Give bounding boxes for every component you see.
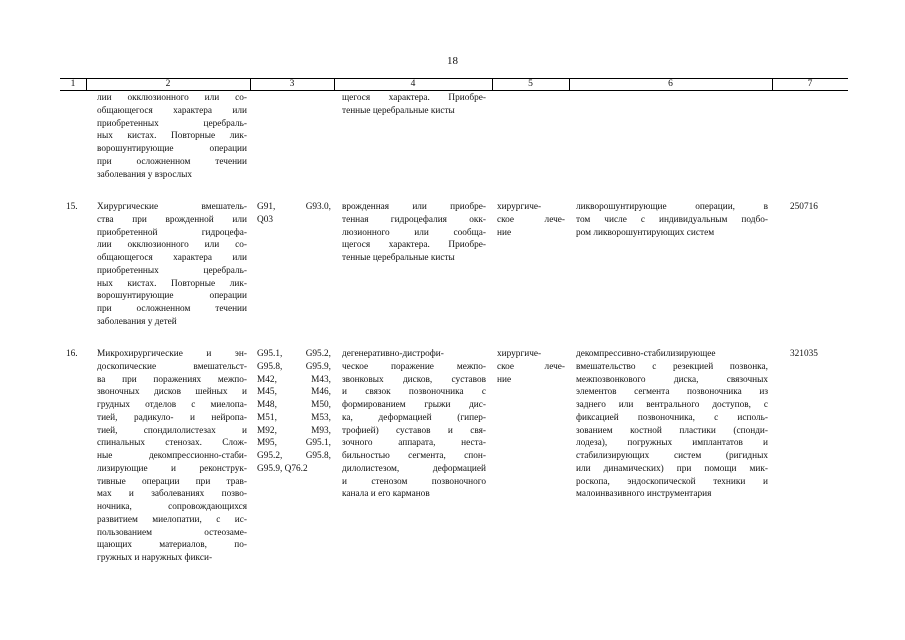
- code-line: [257, 399, 331, 412]
- diagnosis-code: M42,: [257, 374, 277, 385]
- text-line: дилолистезом, деформацией: [342, 463, 486, 474]
- code-line: [257, 348, 331, 361]
- diagnosis-code: G91,: [257, 202, 276, 212]
- text-line: приобретенных церебраль-: [97, 265, 247, 276]
- row-16-treatment: [497, 348, 565, 386]
- diagnosis-code: M45,: [257, 387, 277, 398]
- text-line: том числе с индивидуальным подбо-: [576, 214, 768, 225]
- text-line: тией, радикуло- и нейропа-: [97, 412, 247, 423]
- text-line: лии окклюзионного или со-: [97, 93, 247, 103]
- row-15-number: 15.: [66, 202, 78, 212]
- text-line: развитием миелопатии, с ис-: [97, 514, 247, 525]
- text-line: щающих материалов, по-: [97, 540, 247, 551]
- text-line: гружных и наружных фикси-: [97, 553, 213, 563]
- text-line: при осложненном течении: [97, 156, 247, 167]
- text-line: ние: [497, 374, 512, 385]
- code-line: [257, 450, 331, 463]
- code-line: [257, 463, 331, 476]
- text-line: общающегося характера или: [97, 253, 247, 263]
- row-16-number: 16.: [66, 349, 78, 359]
- diagnosis-code: G95.2,: [257, 451, 283, 461]
- text-line: щегося характера. Приобре-: [342, 93, 486, 103]
- diagnosis-code: M46,: [311, 387, 331, 398]
- text-line: звонковых дисков, суставов: [342, 374, 486, 385]
- diagnosis-code: G95.2,: [305, 349, 331, 359]
- continued-row-model: [342, 92, 486, 118]
- text-line: тенные церебральные кисты: [342, 253, 455, 263]
- text-line: звоночных дисков шейных и: [97, 387, 247, 398]
- text-line: ние: [497, 227, 512, 238]
- diagnosis-code: Q03: [257, 214, 274, 225]
- text-line: ром ликворошунтирующих систем: [576, 227, 715, 238]
- text-line: роскопа, эндоскопической техники и: [576, 476, 768, 487]
- code-line: [257, 214, 331, 227]
- header-col-2: 2: [165, 79, 171, 89]
- text-line: ворошунтирующие операции: [97, 291, 247, 302]
- row-15-model: [342, 201, 486, 265]
- header-col-6: 6: [668, 79, 673, 89]
- row-16-cost: 321035: [790, 349, 818, 359]
- row-16-name: [97, 348, 247, 565]
- text-line: зованием костной пластики (спонди-: [576, 425, 768, 436]
- text-line: или динамических) при помощи мик-: [576, 463, 768, 474]
- diagnosis-code: G93.0,: [305, 202, 331, 212]
- text-line: вмешательство с резекцией позвонка,: [576, 361, 768, 372]
- text-line: ных кистах. Повторные лик-: [97, 278, 247, 289]
- text-line: мах и заболеваниях позво-: [97, 489, 247, 500]
- text-line: ческое поражение межпо-: [342, 361, 486, 372]
- code-line: [257, 374, 331, 387]
- text-line: и стенозом позвоночного: [342, 476, 486, 487]
- text-line: заболевания у детей: [97, 316, 177, 327]
- header-col-5: 5: [528, 79, 533, 89]
- code-line: [257, 386, 331, 399]
- text-line: элементов сегмента позвоночника из: [576, 387, 768, 398]
- code-line: [257, 361, 331, 374]
- text-line: трофией) суставов и свя-: [342, 425, 486, 436]
- text-line: приобретенных церебраль-: [97, 118, 247, 129]
- text-line: хирургиче-: [497, 202, 542, 212]
- text-line: ворошунтирующие операции: [97, 144, 247, 154]
- text-line: фиксацией позвоночника, с исполь-: [576, 412, 768, 423]
- header-col-7: 7: [807, 79, 813, 89]
- text-line: заднего или вентрального доступов, с: [576, 400, 768, 410]
- text-line: Хирургические вмешатель-: [97, 202, 247, 212]
- row-15-treatment: [497, 201, 565, 239]
- text-line: заболевания у взрослых: [97, 169, 192, 180]
- text-line: при осложненном течении: [97, 304, 247, 314]
- text-line: и связок позвоночника с: [342, 387, 486, 398]
- text-line: хирургиче-: [497, 349, 542, 359]
- text-line: малоинвазивного инструментария: [576, 489, 712, 500]
- diagnosis-code: M53,: [311, 412, 331, 423]
- header-col-1: 1: [70, 79, 76, 89]
- text-line: бильностью сегмента, спон-: [342, 451, 486, 461]
- code-line: [257, 201, 331, 214]
- diagnosis-code: M50,: [311, 400, 331, 410]
- row-15-cost: 250716: [790, 202, 818, 212]
- diagnosis-code: M92,: [257, 425, 277, 436]
- text-line: канала и его карманов: [342, 489, 430, 500]
- text-line: межпозвонкового диска, связочных: [576, 374, 768, 385]
- text-line: лизирующие и реконструк-: [97, 463, 247, 474]
- row-15-method: [576, 201, 768, 239]
- text-line: тией, спондилолистезах и: [97, 425, 247, 436]
- row-15-name: [97, 201, 247, 329]
- text-line: ства при врожденной или: [97, 214, 247, 225]
- text-line: ка, деформацией (гипер-: [342, 412, 486, 423]
- text-line: лодеза), погружных имплантатов и: [576, 438, 768, 449]
- diagnosis-code: M48,: [257, 400, 277, 410]
- text-line: лии окклюзионного или со-: [97, 240, 247, 251]
- text-line: приобретенной гидроцефа-: [97, 227, 247, 238]
- row-15-codes: [257, 201, 331, 227]
- text-line: тивные операции при трав-: [97, 476, 247, 487]
- text-line: врожденная или приобре-: [342, 202, 486, 212]
- header-col-3: 3: [289, 79, 295, 89]
- text-line: зочного аппарата, неста-: [342, 438, 486, 449]
- text-line: щегося характера. Приобре-: [342, 240, 486, 251]
- text-line: спинальных стенозах. Слож-: [97, 438, 247, 449]
- diagnosis-code: M51,: [257, 412, 277, 423]
- diagnosis-code: G95.8,: [305, 451, 331, 461]
- text-line: общающегося характера или: [97, 105, 247, 116]
- text-line: ные декомпрессионно-стаби-: [97, 451, 247, 461]
- row-16-codes: [257, 348, 331, 476]
- diagnosis-code: G95.1,: [305, 438, 331, 449]
- text-line: пользованием остеозаме-: [97, 527, 247, 538]
- text-line: люзионного или сообща-: [342, 227, 486, 238]
- continued-row-name: [97, 92, 247, 181]
- code-line: [257, 412, 331, 425]
- text-line: ское лече-: [497, 214, 565, 225]
- text-line: ва при поражениях межпо-: [97, 374, 247, 385]
- diagnosis-code: M95,: [257, 438, 277, 449]
- diagnosis-code: G95.9, Q76.2: [257, 463, 308, 474]
- code-line: [257, 425, 331, 438]
- text-line: ночника, сопровождающихся: [97, 502, 247, 512]
- text-line: тенная гидроцефалия окк-: [342, 214, 486, 225]
- text-line: декомпрессивно-стабилизирующее: [576, 349, 716, 359]
- text-line: ликворошунтирующие операции, в: [576, 202, 768, 212]
- header-col-4: 4: [410, 79, 416, 89]
- code-line: [257, 437, 331, 450]
- diagnosis-code: M93,: [311, 425, 331, 436]
- diagnosis-code: G95.1,: [257, 349, 283, 359]
- diagnosis-code: G95.8,: [257, 361, 283, 372]
- diagnosis-code: M43,: [311, 374, 331, 385]
- text-line: ское лече-: [497, 361, 565, 372]
- text-line: тенные церебральные кисты: [342, 105, 455, 116]
- text-line: ных кистах. Повторные лик-: [97, 131, 247, 142]
- text-line: формированием грыжи дис-: [342, 400, 486, 410]
- row-16-model: [342, 348, 486, 501]
- text-line: стабилизирующих систем (ригидных: [576, 451, 768, 461]
- text-line: Микрохирургические и эн-: [97, 349, 247, 359]
- row-16-method: [576, 348, 768, 501]
- text-line: дегенеративно-дистрофи-: [342, 349, 444, 359]
- page-number: 18: [447, 55, 458, 67]
- text-line: грудных отделов с миелопа-: [97, 400, 247, 410]
- table-header-row: [60, 78, 848, 91]
- diagnosis-code: G95.9,: [305, 361, 331, 372]
- text-line: доскопические вмешательст-: [97, 361, 247, 372]
